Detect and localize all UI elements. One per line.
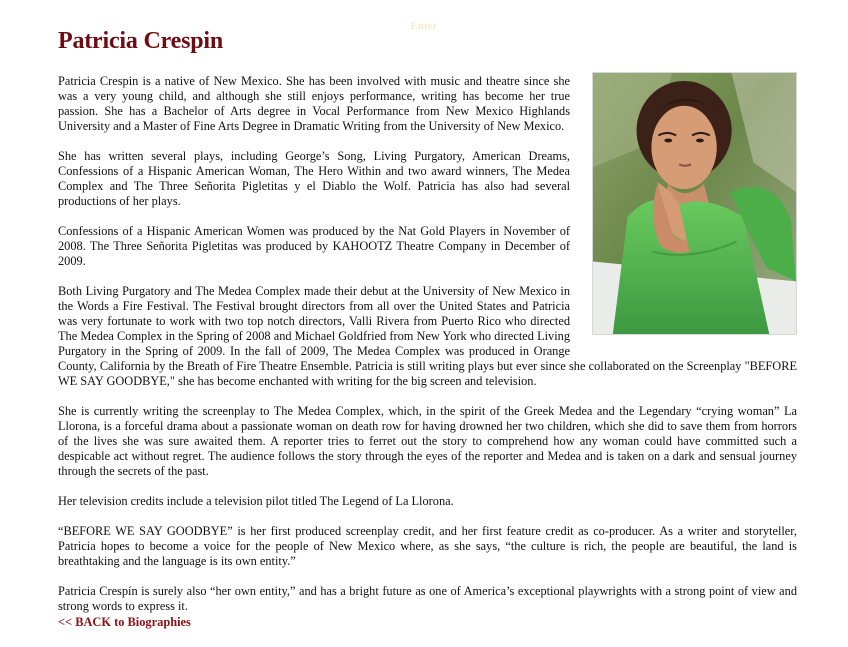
bio-paragraph-7: “BEFORE WE SAY GOODBYE” is her first produced screenplay credit, and her first feature credit as co-producer. As a writer and storyteller, Patricia hopes to become a voice for the people of New Mexico where, as she says, “the culture is rich, the people are beautiful, the land is breathtaking and the language is its own entity.” <box>58 524 797 568</box>
bio-paragraph-8: Patricia Crespín is surely also “her own entity,” and has a bright future as one of America’s exceptional playwrights with a strong point of view and strong words to express it. <box>58 584 797 613</box>
biography-content <box>58 74 797 630</box>
top-enter-link[interactable]: Enter <box>410 20 438 32</box>
bio-paragraph-1: Patricia Crespin is a native of New Mexico. She has been involved with music and theatre since she was a very young child, and although she still enjoys performance, writing has become her true passion. She has a Bachelor of Arts degree in Vocal Performance from New Mexico Highlands University and a Master of Fine Arts Degree in Dramatic Writing from the University of New Mexico. <box>58 74 570 133</box>
bio-paragraph-6: Her television credits include a television pilot titled The Legend of La Llorona. <box>58 494 454 508</box>
bio-paragraph-3: Confessions of a Hispanic American Women was produced by the Nat Gold Players in November of 2008. The Three Señorita Pigletitas was produced by KAHOOTZ Theatre Company in December of 2009. <box>58 224 570 268</box>
back-to-biographies-link[interactable]: << BACK to Biographies <box>58 615 191 629</box>
bio-paragraph-2: She has written several plays, including George’s Song, Living Purgatory, American Dreams, Confessions of a Hispanic American Woman, The Hero Within and two award winners, The Medea Complex and The Three Señorita Pigletitas y el Diablo the Wolf. Patricia has also had several productions of her plays. <box>58 149 570 208</box>
author-photo <box>592 72 797 335</box>
bio-paragraph-4: Both Living Purgatory and The Medea Complex made their debut at the University of New Mexico in the Words a Fire Festival. The Festival brought directors from all over the United States and Patricia was very fortunate to work with two top notch directors, Valli Rivera from Puerto Rico who directed The Medea Complex in the Spring of 2008 and Michael Goldfried from New York who directed Living Purgatory in the Spring of 2009. In the fall of 2009, The Medea Complex was produced in Orange County, California by the Breath of Fire Theatre Ensemble. Patricia is still writing plays but ever since she collaborated on the Screenplay "BEFORE WE SAY GOODBYE," she has become enchanted with writing for the big screen and television. <box>58 284 797 388</box>
page-title: Patricia Crespin <box>58 28 223 54</box>
bio-paragraph-5: She is currently writing the screenplay to The Medea Complex, which, in the spirit of the Greek Medea and the Legendary “crying woman” La Llorona, is a forceful drama about a passionate woman on death row for having drowned her two children, which she did to save them from horrors of the lives she was sure awaited them. A reporter tries to ferret out the story to comprehend how any woman could have committed such a despicable act without regret. The audience follows the story through the eyes of the reporter and Medea and is taken on a dark and sensual journey through the secrets of the past. <box>58 404 797 478</box>
